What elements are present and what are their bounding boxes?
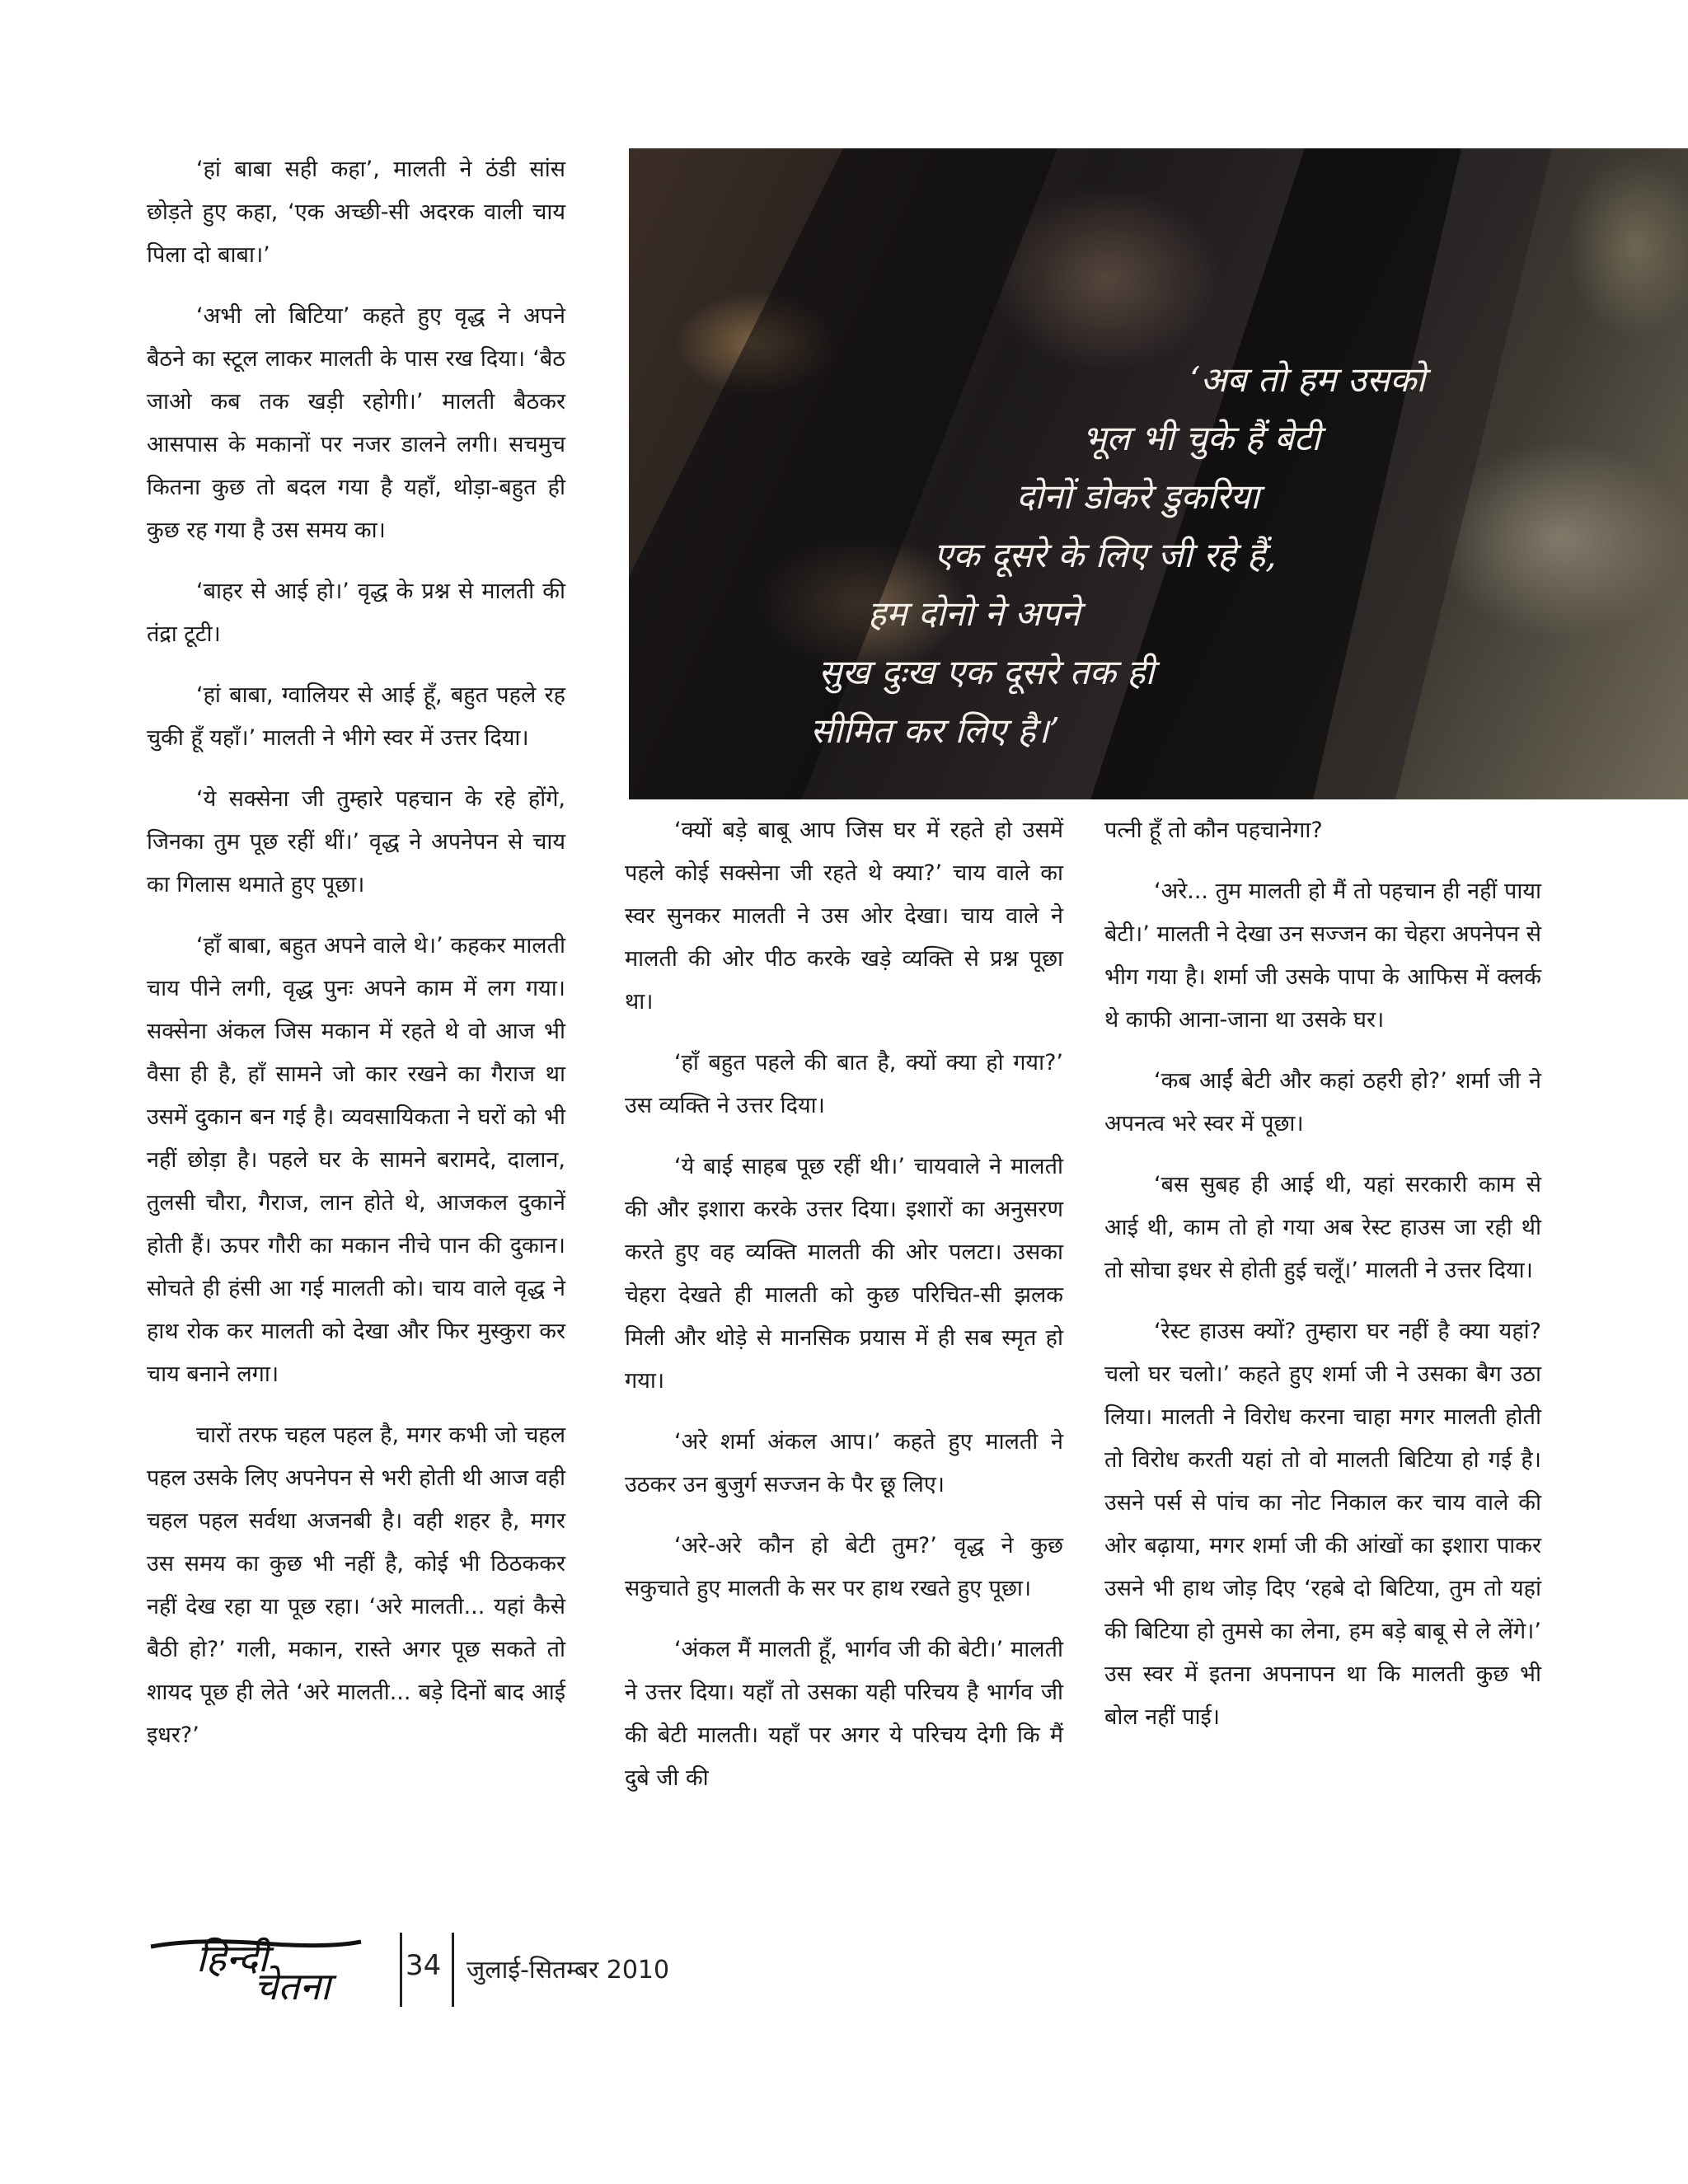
paragraph: ‘रेस्ट हाउस क्यों? तुम्हारा घर नहीं है क्या यहां? चलो घर चलो।’ कहते हुए शर्मा जी ने उसका बैग उठा लिया। मालती ने विरोध करना चाहा मगर मालती होती तो विरोध करती यहां तो वो मालती बिटिया हो गई है। उसने पर्स से पांच का नोट निकाल कर चाय वाले की ओर बढ़ाया, मगर शर्मा जी की आंखों का इशारा पाकर उसने भी हाथ जोड़ दिए ‘रहबे दो बिटिया, तुम तो यहां की बिटिया हो तुमसे का लेना, हम बड़े बाबू से ले लेंगे।’ उस स्वर में इतना अपनापन था कि मालती कुछ भी बोल नहीं पाई। — [1104, 1319, 1541, 1730]
issue-date: जुलाई-सितम्बर 2010 — [467, 1956, 670, 1985]
logo-word-1: हिन्दी — [196, 1936, 268, 1980]
pull-quote — [761, 350, 1585, 760]
paragraph: ‘ये बाई साहब पूछ रहीं थी।’ चायवाले ने मालती की और इशारा करके उत्तर दिया। इशारों का अनुसरण करते हुए वह व्यक्ति मालती की ओर पलटा। उसका चेहरा देखते ही मालती को कुछ परिचित-सी झलक मिली और थोड़े से मानसिक प्रयास में ही सब स्मृत हो गया। — [625, 1154, 1063, 1394]
text-column-1 — [147, 148, 565, 1775]
quote-line: सुख दुःख एक दूसरे तक ही — [818, 652, 1155, 692]
paragraph: ‘हां बाबा सही कहा’, मालती ने ठंडी सांस छोड़ते हुए कहा, ‘एक अच्छी-सी अदरक वाली चाय पिला दो बाबा।’ — [147, 157, 565, 268]
paragraph: ‘हाँ बाबा, बहुत अपने वाले थे।’ कहकर मालती चाय पीने लगी, वृद्ध पुनः अपने काम में लग गया। सक्सेना अंकल जिस मकान में रहते थे वो आज भी वैसा ही है, हाँ सामने जो कार रखने का गैराज था उसमें दुकान बन गई है। व्यवसायिकता ने घरों को भी नहीं छोड़ा है। पहले घर के सामने बरामदे, दालान, तुलसी चौरा, गैराज, लान होते थे, आजकल दुकानें होती हैं। ऊपर गौरी का मकान नीचे पान की दुकान। सोचते ही हंसी आ गई मालती को। चाय वाले वृद्ध ने हाथ रोक कर मालती को देखा और फिर मुस्कुरा कर चाय बनाने लगा। — [147, 933, 565, 1387]
quote-line: सीमित कर लिए है।’ — [810, 710, 1060, 751]
paragraph: ‘हाँ बहुत पहले की बात है, क्यों क्या हो गया?’ उस व्यक्ति ने उत्तर दिया। — [625, 1050, 1063, 1118]
paragraph: ‘अंकल मैं मालती हूँ, भार्गव जी की बेटी।’ मालती ने उत्तर दिया। यहाँ तो उसका यही परिचय है भार्गव जी की बेटी मालती। यहाँ पर अगर ये परिचय देगी कि मैं दुबे जी की — [625, 1637, 1063, 1791]
paragraph: चारों तरफ चहल पहल है, मगर कभी जो चहल पहल उसके लिए अपनेपन से भरी होती थी आज वही चहल पहल सर्वथा अजनबी है। वही शहर है, मगर उस समय का कुछ भी नहीं है, कोई भी ठिठककर नहीं देख रहा या पूछ रहा। ‘अरे मालती... यहां कैसे बैठी हो?’ गली, मकान, रास्ते अगर पूछ सकते तो शायद पूछ ही लेते ‘अरे मालती... बड़े दिनों बाद आई इधर?’ — [147, 1422, 565, 1748]
quote-line: भूल भी चुके हैं बेटी — [1082, 418, 1321, 458]
paragraph: ‘क्यों बड़े बाबू आप जिस घर में रहते हो उसमें पहले कोई सक्सेना जी रहते थे क्या?’ चाय वाले का स्वर सुनकर मालती ने उस ओर देखा। चाय वाले ने मालती की ओर पीठ करके खड़े व्यक्ति से प्रश्न पूछा था। — [625, 818, 1063, 1015]
footer-divider — [400, 1933, 402, 2007]
paragraph: ‘अरे-अरे कौन हो बेटी तुम?’ वृद्ध ने कुछ सकुचाते हुए मालती के सर पर हाथ रखते हुए पूछा। — [625, 1533, 1063, 1601]
quote-line: एक दूसरे के लिए जी रहे हैं, — [934, 535, 1277, 575]
paragraph: ‘अभी लो बिटिया’ कहते हुए वृद्ध ने अपने बैठने का स्टूल लाकर मालती के पास रख दिया। ‘बैठ जाओ कब तक खड़ी रहोगी।’ मालती बैठकर आसपास के मकानों पर नजर डालने लगी। सचमुच कितना कुछ तो बदल गया है यहाँ, थोड़ा-बहुत ही कुछ रह गया है उस समय का। — [147, 303, 565, 543]
quote-line: दोनों डोकरे डुकरिया — [1016, 476, 1259, 517]
page-number: 34 — [406, 1949, 442, 1982]
text-column-2 — [625, 809, 1063, 1818]
paragraph: ‘हां बाबा, ग्वालियर से आई हूँ, बहुत पहले रह चुकी हूँ यहाँ।’ मालती ने भीगे स्वर में उत्तर दिया। — [147, 682, 565, 751]
paragraph: ‘बाहर से आई हो।’ वृद्ध के प्रश्न से मालती की तंद्रा टूटी। — [147, 579, 565, 647]
footer-divider — [452, 1933, 454, 2007]
text-column-3 — [1104, 809, 1541, 1757]
quote-line: हम दोनो ने अपने — [868, 593, 1081, 634]
paragraph: ‘अरे शर्मा अंकल आप।’ कहते हुए मालती ने उठकर उन बुजुर्ग सज्जन के पैर छू लिए। — [625, 1429, 1063, 1497]
logo-word-2: चेतना — [254, 1964, 331, 2004]
paragraph: ‘कब आईं बेटी और कहां ठहरी हो?’ शर्मा जी ने अपनत्व भरे स्वर में पूछा। — [1104, 1068, 1541, 1137]
magazine-logo — [147, 1914, 394, 2004]
paragraph: ‘ये सक्सेना जी तुम्हारे पहचान के रहे होंगे, जिनका तुम पूछ रहीं थीं।’ वृद्ध ने अपनेपन से चाय का गिलास थमाते हुए पूछा। — [147, 786, 565, 898]
paragraph: ‘अरे... तुम मालती हो मैं तो पहचान ही नहीं पाया बेटी।’ मालती ने देखा उन सज्जन का चेहरा अपनेपन से भीग गया है। शर्मा जी उसके पापा के आफिस में क्लर्क थे काफी आना-जाना था उसके घर। — [1104, 879, 1541, 1033]
paragraph: ‘बस सुबह ही आई थी, यहां सरकारी काम से आई थी, काम तो हो गया अब रेस्ट हाउस जा रही थी तो सोचा इधर से होती हुई चलूँ।’ मालती ने उत्तर दिया। — [1104, 1172, 1541, 1283]
paragraph: पत्नी हूँ तो कौन पहचानेगा? — [1104, 818, 1323, 843]
quote-line: ‘अब तो हम उसको — [1189, 359, 1426, 400]
pull-quote-photo — [629, 148, 1688, 799]
